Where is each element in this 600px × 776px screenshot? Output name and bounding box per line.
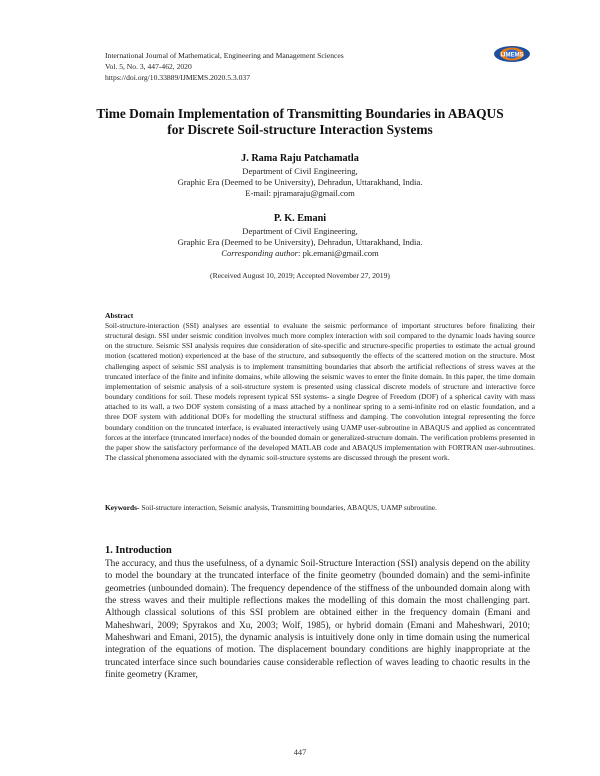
abstract-heading: Abstract bbox=[105, 311, 134, 320]
author-contact bbox=[70, 248, 530, 259]
keywords-label: Keywords- bbox=[105, 503, 140, 512]
author-email[interactable]: E-mail: pjramaraju@gmail.com bbox=[245, 188, 355, 198]
author-department: Department of Civil Engineering, bbox=[242, 226, 358, 236]
journal-header bbox=[105, 50, 425, 83]
author-affiliation: Graphic Era (Deemed to be University), Dehradun, Uttarakhand, India. bbox=[177, 177, 423, 187]
title-line-2: for Discrete Soil-structure Interaction Systems bbox=[167, 122, 433, 137]
author-1 bbox=[70, 152, 530, 199]
received-dates: (Received August 10, 2019; Accepted November 27, 2019) bbox=[210, 271, 390, 280]
author-department: Department of Civil Engineering, bbox=[242, 166, 358, 176]
journal-name: International Journal of Mathematical, Engineering and Management Sciences bbox=[105, 51, 344, 60]
doi-link[interactable]: https://doi.org/10.33889/IJMEMS.2020.5.3.037 bbox=[105, 73, 250, 82]
author-name: P. K. Emani bbox=[273, 213, 327, 224]
paper-title bbox=[70, 106, 530, 138]
title-line-1: Time Domain Implementation of Transmitting Boundaries in ABAQUS bbox=[96, 106, 504, 121]
abstract-text: Soil-structure-interaction (SSI) analyses are essential to evaluate the seismic performance of important structures before finalizing their structural design. SSI under seismic condition involves much more complex interaction with soil compared to the dynamic loads having source on the structure. Seismic SSI analysis requires due consideration of site-specific and structure-specific properties to estimate the actual ground motion (scattered motion) experienced at the base of the structure, and subsequently the effects of the scattered motion on the structure. Most challenging aspect of seismic SSI analysis is to implement transmitting boundaries that absorb the artificial reflections of stress waves at the truncated interface of the finite and infinite domains, while allowing the seismic waves to enter the finite domain. In this paper, the time domain implementation of seismic analysis of a soil-structure system is presented using classical discrete models of structure and interactive force boundary conditions for soil. These models represent typical SSI systems- a single Degree of Freedom (DOF) of a spherical cavity with mass attached to its wall, a two DOF system consisting of a mass attached by a nonlinear spring to a semi-infinite rod on elastic foundation, and a three DOF system with additional DOFs for modelling the structural stiffness and damping. The convolution integral representing the force boundary condition on the truncated interface, is evaluated interactively using UAMP user-subroutine in ABAQUS and applied as concentrated forces at the interface (truncated interface) nodes of the bounded domain or generalized-structure domain. The verification problems presented in the paper show the satisfactory performance of the developed MATLAB code and ABAQUS implementation with FORTRAN user-subroutines. The classical phenomena associated with the dynamic soil-structure systems are discussed through the present work. bbox=[105, 321, 535, 463]
keywords bbox=[105, 503, 535, 513]
corresponding-author-label: Corresponding author bbox=[221, 248, 299, 258]
volume-info: Vol. 5, No. 3, 447-462, 2020 bbox=[105, 62, 192, 71]
page-number: 447 bbox=[293, 748, 307, 757]
author-affiliation: Graphic Era (Deemed to be University), Dehradun, Uttarakhand, India. bbox=[177, 237, 423, 247]
author-email[interactable]: : pk.emani@gmail.com bbox=[298, 248, 379, 258]
section-heading: 1. Introduction bbox=[105, 545, 172, 556]
author-name: J. Rama Raju Patchamatla bbox=[241, 153, 359, 164]
journal-logo bbox=[493, 44, 531, 64]
keywords-text: Soil-structure interaction, Seismic analysis, Transmitting boundaries, ABAQUS, UAMP subroutine. bbox=[139, 503, 437, 512]
author-2 bbox=[70, 212, 530, 259]
section-body: The accuracy, and thus the usefulness, of a dynamic Soil-Structure Interaction (SSI) analysis depend on the ability to model the boundary at the truncated interface of the finite geometry (bounded domain) and the semi-infinite geometries (unbounded domain). The frequency dependence of the stiffness of the unbounded domain along with the stress waves and their multiple reflections makes the modelling of this domain the most challenging part. Although classical solutions of this SSI problem are obtained either in the frequency domain (Emani and Maheshwari, 2009; Spyrakos and Xu, 2003; Wolf, 1985), or hybrid domain (Emani and Maheshwari, 2010; Maheshwari and Emani, 2015), the dynamic analysis is intuitively done only in time domain using the numerical integration of the equations of motion. The displacement boundary conditions are highly inappropriate at the truncated interface since such boundaries cause considerable reflection of waves leading to chaotic results in the finite geometry (Kramer, bbox=[105, 559, 530, 681]
logo-text: IJMEMS bbox=[500, 52, 524, 59]
